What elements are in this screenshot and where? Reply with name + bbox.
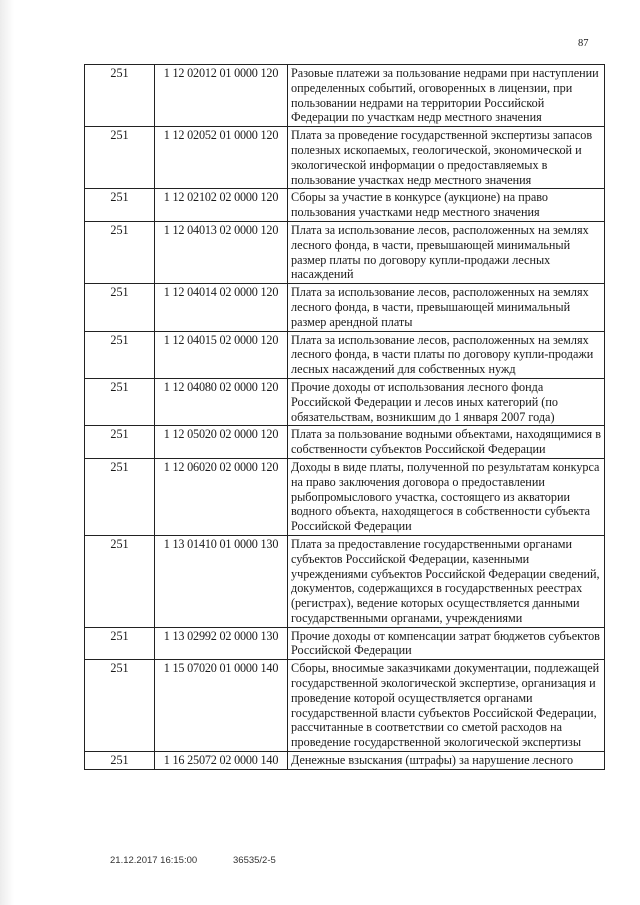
description-cell: Прочие доходы от использования лесного фонда Российской Федерации и лесов иных категорий (по обязательствам, возникшим до 1 января 2007 года) — [288, 378, 605, 425]
budget-code-cell: 1 12 02102 02 0000 120 — [155, 189, 288, 222]
table-body — [85, 65, 605, 770]
description-cell: Доходы в виде платы, полученной по результатам конкурса на право заключения договора о предоставлении рыбопромыслового участка, состоящего из акватории водного объекта, находящегося в собственности субъекта Российской Федерации — [288, 458, 605, 535]
budget-code-cell: 1 12 04013 02 0000 120 — [155, 221, 288, 283]
scan-shadow — [0, 0, 14, 905]
table-row — [85, 378, 605, 425]
description-cell: Плата за использование лесов, расположенных на землях лесного фонда, в части платы по договору купли-продажи лесных насаждений для собственных нужд — [288, 331, 605, 378]
table-row — [85, 535, 605, 627]
table-row — [85, 627, 605, 660]
admin-code-cell: 251 — [85, 331, 155, 378]
table-row — [85, 752, 605, 770]
footer-document-code: 36535/2-5 — [233, 855, 276, 866]
description-cell: Плата за использование лесов, расположенных на землях лесного фонда, в части, превышающей минимальный размер платы по договору купли-продажи лесных насаждений — [288, 221, 605, 283]
table-row — [85, 426, 605, 459]
description-cell: Плата за использование лесов, расположенных на землях лесного фонда, в части, превышающей минимальный размер арендной платы — [288, 284, 605, 331]
budget-code-cell: 1 12 04080 02 0000 120 — [155, 378, 288, 425]
admin-code-cell: 251 — [85, 458, 155, 535]
budget-code-cell: 1 12 04014 02 0000 120 — [155, 284, 288, 331]
table-row — [85, 127, 605, 189]
description-cell: Денежные взыскания (штрафы) за нарушение лесного — [288, 752, 605, 770]
admin-code-cell: 251 — [85, 660, 155, 752]
budget-code-cell: 1 12 02052 01 0000 120 — [155, 127, 288, 189]
footer-timestamp: 21.12.2017 16:15:00 — [110, 855, 198, 866]
description-cell: Плата за пользование водными объектами, находящимися в собственности субъектов Российской Федерации — [288, 426, 605, 459]
budget-code-cell: 1 16 25072 02 0000 140 — [155, 752, 288, 770]
description-cell: Прочие доходы от компенсации затрат бюджетов субъектов Российской Федерации — [288, 627, 605, 660]
table-row — [85, 284, 605, 331]
table-row — [85, 189, 605, 222]
budget-code-cell: 1 12 06020 02 0000 120 — [155, 458, 288, 535]
admin-code-cell: 251 — [85, 426, 155, 459]
table-row — [85, 660, 605, 752]
description-cell: Плата за проведение государственной экспертизы запасов полезных ископаемых, геологической, экономической и экологической информации о предоставляемых в пользование участках недр местного значения — [288, 127, 605, 189]
description-cell: Плата за предоставление государственными органами субъектов Российской Федерации, казенными учреждениями субъектов Российской Федерации сведений, документов, содержащихся в государственных реестрах (регистрах), ведение которых осуществляется данными государственными органами, учреждениями — [288, 535, 605, 627]
admin-code-cell: 251 — [85, 127, 155, 189]
admin-code-cell: 251 — [85, 535, 155, 627]
admin-code-cell: 251 — [85, 189, 155, 222]
table-row — [85, 458, 605, 535]
admin-code-cell: 251 — [85, 378, 155, 425]
table-row — [85, 65, 605, 127]
table-row — [85, 331, 605, 378]
budget-code-cell: 1 12 02012 01 0000 120 — [155, 65, 288, 127]
description-cell: Разовые платежи за пользование недрами при наступлении определенных событий, оговоренных в лицензии, при пользовании недрами на территории Российской Федерации по участкам недр местного значения — [288, 65, 605, 127]
budget-code-cell: 1 12 04015 02 0000 120 — [155, 331, 288, 378]
description-cell: Сборы, вносимые заказчиками документации, подлежащей государственной экологической экспертизе, организация и проведение которой осуществляется органами государственной власти субъектов Российской Федерации, рассчитанные в соответствии со сметой расходов на проведение государственной экологической экспертизы — [288, 660, 605, 752]
admin-code-cell: 251 — [85, 752, 155, 770]
budget-code-cell: 1 13 01410 01 0000 130 — [155, 535, 288, 627]
budget-code-cell: 1 13 02992 02 0000 130 — [155, 627, 288, 660]
table-row — [85, 221, 605, 283]
budget-code-cell: 1 12 05020 02 0000 120 — [155, 426, 288, 459]
admin-code-cell: 251 — [85, 627, 155, 660]
page-number: 87 — [578, 38, 589, 49]
revenue-codes-table — [84, 64, 605, 770]
budget-code-cell: 1 15 07020 01 0000 140 — [155, 660, 288, 752]
admin-code-cell: 251 — [85, 221, 155, 283]
admin-code-cell: 251 — [85, 65, 155, 127]
description-cell: Сборы за участие в конкурсе (аукционе) на право пользования участками недр местного значения — [288, 189, 605, 222]
admin-code-cell: 251 — [85, 284, 155, 331]
